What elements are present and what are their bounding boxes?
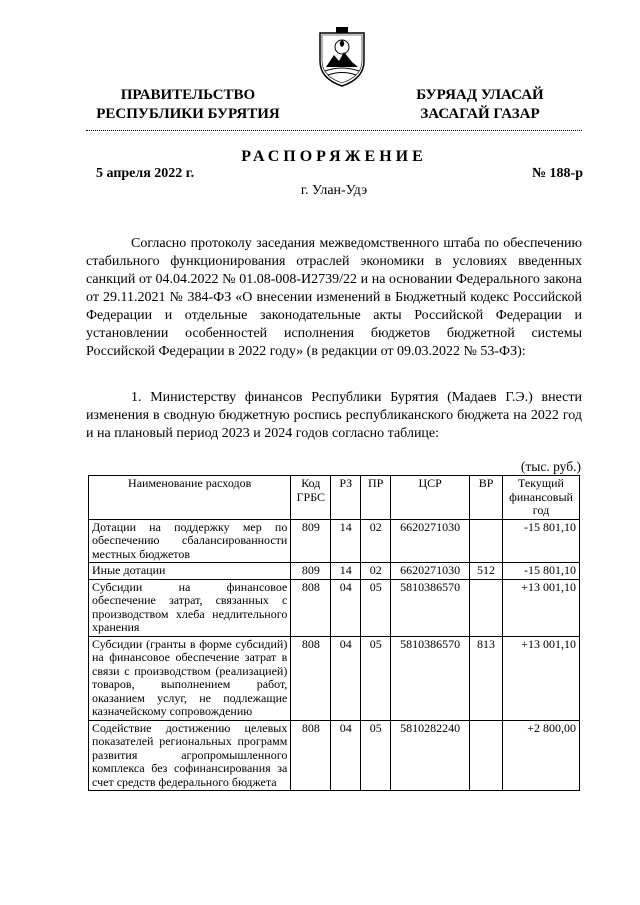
cell-grbs: 808: [291, 720, 331, 791]
header-right-line1: БУРЯАД УЛАСАЙ: [416, 87, 544, 103]
col-header-vr: ВР: [470, 476, 503, 520]
cell-rz: 14: [331, 563, 361, 580]
cell-csr: 5810282240: [391, 720, 470, 791]
cell-vr: [470, 579, 503, 636]
table-header-row: [89, 476, 580, 520]
header-left: [82, 86, 294, 124]
col-header-year: Текущий финансовый год: [503, 476, 580, 520]
table-row: [89, 579, 580, 636]
header-left-line1: ПРАВИТЕЛЬСТВО: [120, 87, 256, 103]
cell-amount: -15 801,10: [503, 563, 580, 580]
cell-name: Иные дотации: [89, 563, 291, 580]
table-row: [89, 636, 580, 720]
cell-amount: +13 001,10: [503, 636, 580, 720]
cell-pr: 05: [361, 636, 391, 720]
document-city: г. Улан-Удэ: [300, 183, 368, 198]
cell-grbs: 809: [291, 563, 331, 580]
cell-grbs: 808: [291, 636, 331, 720]
cell-csr: 5810386570: [391, 636, 470, 720]
document-number: № 188-р: [531, 166, 583, 181]
header-left-line2: РЕСПУБЛИКИ БУРЯТИЯ: [96, 106, 280, 122]
cell-vr: [470, 720, 503, 791]
cell-csr: 6620271030: [391, 519, 470, 563]
cell-vr: 813: [470, 636, 503, 720]
cell-grbs: 808: [291, 579, 331, 636]
col-header-name: Наименование расходов: [89, 476, 291, 520]
table-row: [89, 720, 580, 791]
cell-grbs: 809: [291, 519, 331, 563]
col-header-rz: РЗ: [331, 476, 361, 520]
preamble-paragraph: Согласно протоколу заседания межведомственного штаба по обеспечению стабильного функционирования отраслей экономики в условиях введенных санкций от 04.04.2022 № 01.08-008-И2739/22 и на основании Федерального закона от 29.11.2021 № 384-ФЗ «О внесении изменений в Бюджетный кодекс Российской Федерации и отдельные законодательные акты Российской Федерации и установлении особенностей исполнения бюджетов бюджетной системы Российской Федерации в 2022 году» (в редакции от 09.03.2022 № 53-ФЗ):: [86, 236, 582, 359]
cell-pr: 02: [361, 519, 391, 563]
cell-pr: 05: [361, 579, 391, 636]
cell-amount: +13 001,10: [503, 579, 580, 636]
cell-name: Субсидии (гранты в форме субсидий) на финансовое обеспечение затрат в связи с производством (реализацией) товаров, выполнением работ, оказанием услуг, не подлежащие казначейскому сопровождению: [89, 636, 291, 720]
col-header-pr: ПР: [361, 476, 391, 520]
cell-rz: 04: [331, 636, 361, 720]
cell-vr: 512: [470, 563, 503, 580]
cell-name: Содействие достижению целевых показателей региональных программ развития агропромышленного комплекса без софинансирования за счет средств федерального бюджета: [89, 720, 291, 791]
budget-table: [88, 475, 580, 791]
table-row: [89, 563, 580, 580]
cell-pr: 02: [361, 563, 391, 580]
units-label: (тыс. руб.): [520, 459, 581, 474]
cell-vr: [470, 519, 503, 563]
cell-amount: -15 801,10: [503, 519, 580, 563]
cell-rz: 04: [331, 720, 361, 791]
header-right-line2: ЗАСАГАЙ ГАЗАР: [420, 106, 540, 122]
cell-name: Дотации на поддержку мер по обеспечению сбалансированности местных бюджетов: [89, 519, 291, 563]
cell-csr: 6620271030: [391, 563, 470, 580]
cell-name: Субсидии на финансовое обеспечение затрат, связанных с производством хлеба недлительного хранения: [89, 579, 291, 636]
cell-csr: 5810386570: [391, 579, 470, 636]
header-right: [400, 86, 560, 124]
table-row: [89, 519, 580, 563]
coat-of-arms-emblem: [316, 25, 368, 87]
cell-rz: 04: [331, 579, 361, 636]
document-title: РАСПОРЯЖЕНИЕ: [241, 148, 427, 165]
cell-rz: 14: [331, 519, 361, 563]
document-date: 5 апреля 2022 г.: [96, 166, 195, 181]
cell-amount: +2 800,00: [503, 720, 580, 791]
col-header-grbs: Код ГРБС: [291, 476, 331, 520]
instruction-paragraph: 1. Министерству финансов Республики Бурятия (Мадаев Г.Э.) внести изменения в сводную бюджетную роспись республиканского бюджета на 2022 год и на плановый период 2023 и 2024 годов согласно таблице:: [86, 390, 582, 441]
col-header-csr: ЦСР: [391, 476, 470, 520]
header-divider: [86, 130, 582, 131]
cell-pr: 05: [361, 720, 391, 791]
